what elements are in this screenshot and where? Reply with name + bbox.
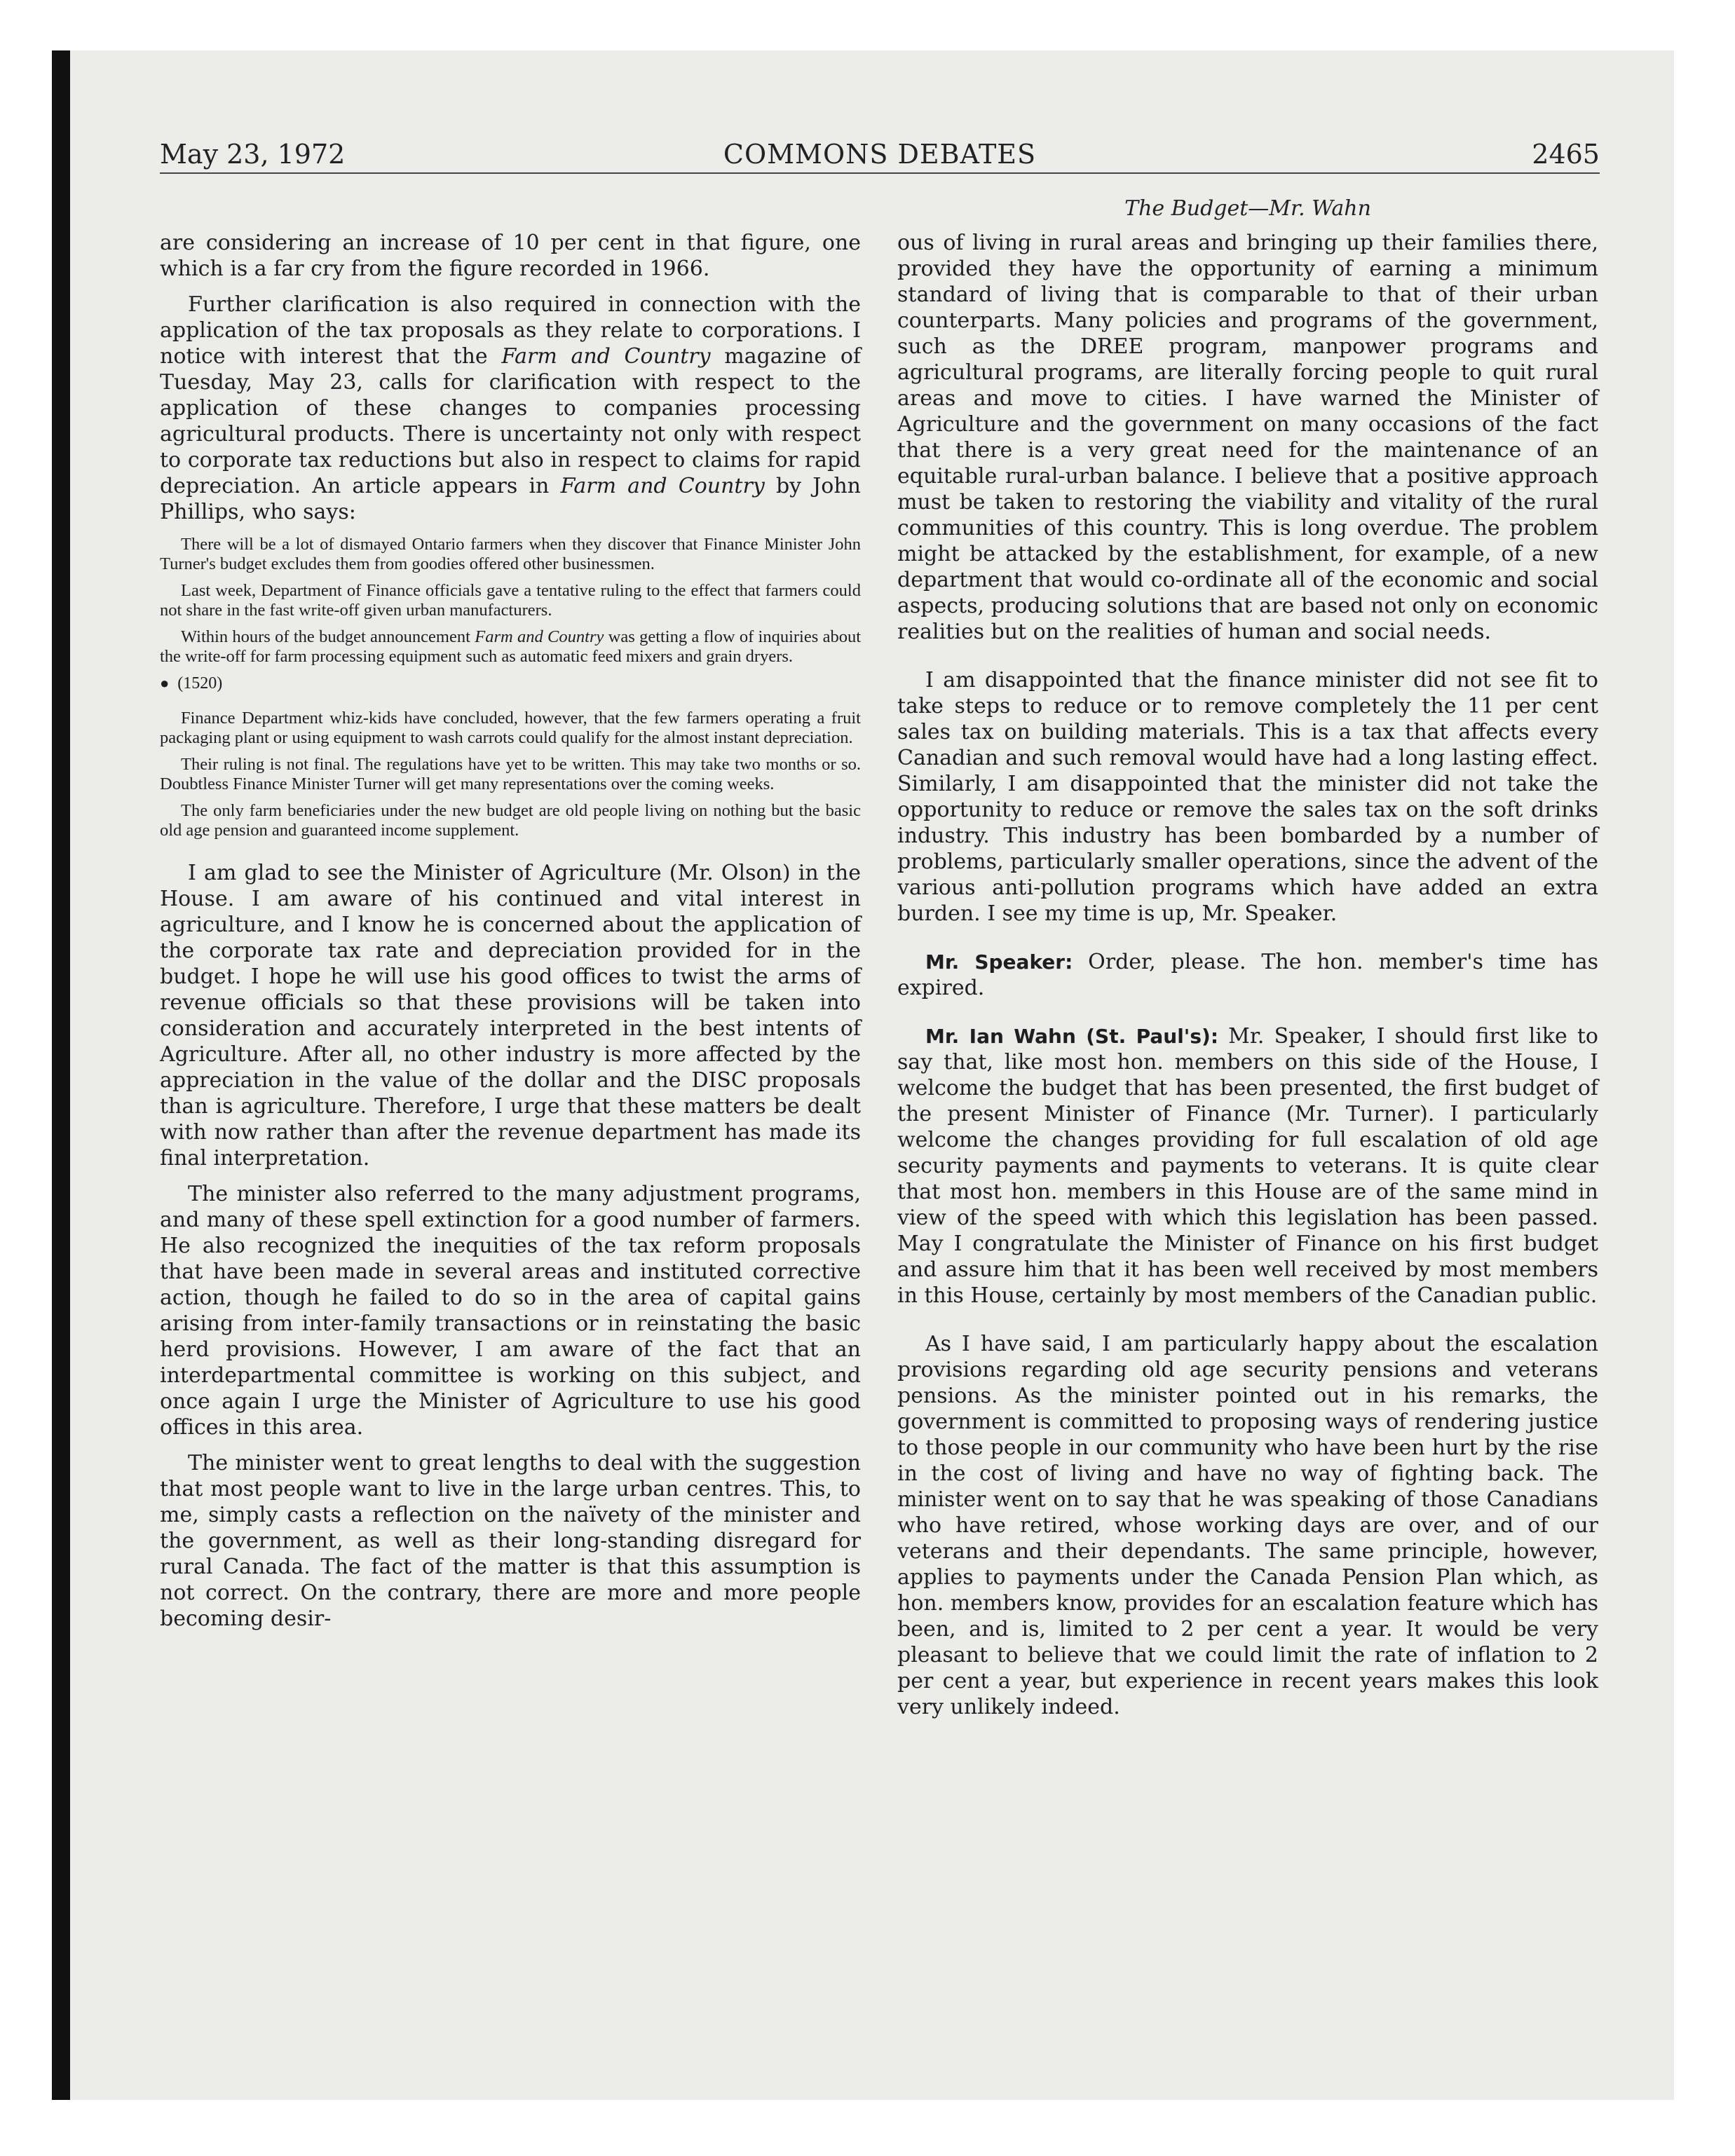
text-run: was getting a flow of inquiries about the write-off for farm processing equipment such as automatic feed mixers and grain dryers. <box>160 627 862 666</box>
speaker-paragraph <box>897 1023 1598 1309</box>
speaker-name: Mr. Ian Wahn (St. Paul's): <box>925 1025 1219 1048</box>
text-run: Mr. Speaker, I should first like to say that, like most hon. members on this side of the House, I welcome the budget that has been presented, the first budget of the present Minister of Finance (Mr. Turner). I particularly welcome the changes providing for full escalation of old age security payments and payments to veterans. It is quite clear that most hon. members in this House are of the same mind in view of the speed with which this legislation has been passed. May I congratulate the Minister of Finance on his first budget and assure him that it has been well received by most members in this House, certainly by most members of the Canadian public. <box>897 1024 1598 1308</box>
quoted-paragraph: Finance Department whiz-kids have concluded, however, that the few farmers operating a fruit packaging plant or using equipment to wash carrots could qualify for the almost instant depreciation. <box>160 709 861 747</box>
paragraph: The minister also referred to the many adjustment programs, and many of these spell extinction for a good number of farmers. He also recognized the inequities of the tax reform proposals that have been made in several areas and instituted corrective action, though he failed to do so in the area of capital gains arising from inter-family transactions or in reinstating the basic herd provisions. However, I am aware of the fact that an interdepartmental committee is working on this subject, and once again I urge the Minister of Agriculture to use his good offices in this area. <box>160 1182 861 1440</box>
quoted-paragraph: The only farm beneficiaries under the new budget are old people living on nothing but the basic old age pension and guaranteed income supplement. <box>160 801 861 840</box>
paragraph: are considering an increase of 10 per cent in that figure, one which is a far cry from the figure recorded in 1966. <box>160 231 861 281</box>
speaker-paragraph <box>897 949 1598 1001</box>
header-title: COMMONS DEBATES <box>723 139 1037 170</box>
quoted-paragraph: There will be a lot of dismayed Ontario farmers when they discover that Finance Minister John Turner's budget excludes them from goodies offered other businessmen. <box>160 535 861 573</box>
quoted-paragraph: Their ruling is not final. The regulations have yet to be written. This may take two months or so. Doubtless Finance Minister Turner will get many representations over the coming weeks. <box>160 755 861 793</box>
page-number: 2465 <box>1532 139 1600 170</box>
time-marker-label: (1520) <box>177 674 223 692</box>
text-run: by John Phillips, who says: <box>160 474 862 524</box>
paragraph: As I have said, I am particularly happy about the escalation provisions regarding old age security pensions and veterans pensions. As the minister pointed out in his remarks, the government is committed to proposing ways of rendering justice to those people in our community who have been hurt by the rise in the cost of living and have no way of fighting back. The minister went on to say that he was speaking of those Canadians who have retired, whose working days are over, and of our veterans and their dependants. The same principle, however, applies to payments under the Canada Pension Plan which, as hon. members know, provides for an escalation feature which has been, and is, limited to 2 per cent a year. It would be very pleasant to believe that we could limit the rate of inflation to 2 per cent a year, but experience in recent years makes this look very unlikely indeed. <box>897 1332 1598 1719</box>
scan-border <box>52 50 70 2100</box>
quoted-paragraph <box>160 627 861 667</box>
italic-text: Farm and Country <box>560 474 765 498</box>
italic-text: Farm and Country <box>475 627 604 646</box>
paragraph: The minister went to great lengths to deal with the suggestion that most people want to live in the large urban centres. This, to me, simply casts a reflection on the naïvety of the minister and the government, as well as their long-standing disregard for rural Canada. The fact of the matter is that this assumption is not correct. On the contrary, there are more and more people becoming desir- <box>160 1451 861 1631</box>
speaker-name: Mr. Speaker: <box>925 950 1073 974</box>
text-run: Further clarification is also required in connection with the application of the tax proposals as they relate to corporations. I notice with interest that the <box>160 292 861 369</box>
text-run: magazine of Tuesday, May 23, calls for clarification with respect to the application of these changes to companies processing agricultural products. There is uncertainty not only with respect to corporate tax reductions but also in respect to claims for rapid depreciation. An article appears in <box>160 344 861 498</box>
paragraph: I am disappointed that the finance minister did not see fit to take steps to reduce or to remove completely the 11 per cent sales tax on building materials. This is a tax that affects every Canadian and such removal would have had a long lasting effect. Similarly, I am disappointed that the minister did not take the opportunity to reduce or remove the sales tax on the soft drinks industry. This industry has been bombarded by a number of problems, particularly smaller operations, since the advent of the various anti-pollution programs which have added an extra burden. I see my time is up, Mr. Speaker. <box>897 668 1598 926</box>
right-column <box>897 230 1598 1730</box>
text-run: Order, please. The hon. member's time has expired. <box>897 950 1598 1000</box>
paragraph <box>160 292 861 525</box>
quoted-paragraph: Last week, Department of Finance officials gave a tentative ruling to the effect that farmers could not share in the fast write-off given urban manufacturers. <box>160 581 861 620</box>
bullet-icon: ● <box>160 674 170 692</box>
paragraph: I am glad to see the Minister of Agriculture (Mr. Olson) in the House. I am aware of his continued and vital interest in agriculture, and I know he is concerned about the application of the corporate tax rate and depreciation provided for in the budget. I hope he will use his good offices to twist the arms of revenue officials so that these provisions will be taken into consideration and accurately interpreted in the best intents of Agriculture. After all, no other industry is more affected by the appreciation in the value of the dollar and the DISC proposals than is agriculture. Therefore, I urge that these matters be dealt with now rather than after the revenue department has made its final interpretation. <box>160 861 861 1171</box>
page-header <box>160 137 1600 174</box>
paragraph: ous of living in rural areas and bringing up their families there, provided they have the opportunity of earning a minimum standard of living that is comparable to that of their urban counterparts. Many policies and programs of the government, such as the DREE program, manpower programs and agricultural programs, are literally forcing people to quit rural areas and move to cities. I have warned the Minister of Agriculture and the government on many occasions of the fact that there is a very great need for the maintenance of an equitable rural-urban balance. I believe that a positive approach must be taken to restoring the viability and vitality of the rural communities of this country. This is long overdue. The problem might be attacked by the establishment, for example, of a new department that would co-ordinate all of the economic and social aspects, producing solutions that are based not only on economic realities but on the realities of human and social needs. <box>897 231 1598 644</box>
time-marker <box>160 674 861 693</box>
left-column <box>160 230 861 1642</box>
text-run: Within hours of the budget announcement <box>181 627 475 646</box>
section-title: The Budget—Mr. Wahn <box>1124 196 1371 221</box>
header-date: May 23, 1972 <box>160 139 346 170</box>
italic-text: Farm and Country <box>501 344 711 369</box>
